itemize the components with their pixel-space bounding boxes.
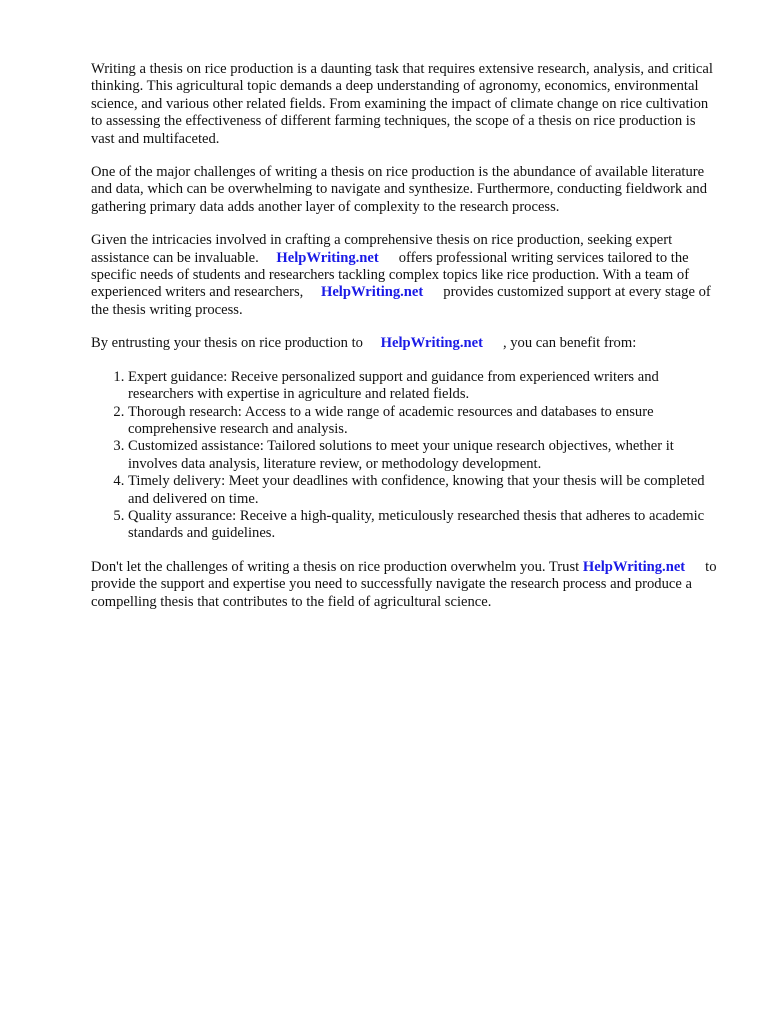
assistance-text-b: offers professional writing services tailored to the specific needs of students and researchers tackling complex topics like rice production. With a team of experienced writers and researchers,: [91, 249, 690, 301]
benefits-intro-text-b: , you can benefit from:: [502, 335, 637, 352]
challenges-paragraph: One of the major challenges of writing a thesis on rice production is the abundance of available literature and data, which can be overwhelming to navigate and synthesize. Furthermore, conducting fieldwork and gathering primary data adds another layer of complexity to the research process.: [91, 164, 707, 215]
assistance-paragraph: [91, 232, 721, 319]
benefit-item: 5. Quality assurance: Receive a high-quality, meticulously researched thesis that adheres to academic standards and guidelines.: [128, 508, 721, 543]
document-body: [91, 61, 721, 627]
benefit-item: 1. Expert guidance: Receive personalized support and guidance from experienced writers and researchers with expertise in agriculture and related fields.: [128, 369, 721, 404]
benefit-item: 3. Customized assistance: Tailored solutions to meet your unique research objectives, whether it involves data analysis, literature review, or methodology development.: [128, 438, 721, 473]
benefits-list: [91, 369, 721, 543]
assistance-text-a: Given the intricacies involved in crafting a comprehensive thesis on rice production, seeking expert assistance can be invaluable.: [91, 232, 673, 266]
assistance-text-c: provides customized support at every stage of the thesis writing process.: [91, 284, 711, 318]
helpwriting-link-4[interactable]: HelpWriting.net: [582, 558, 686, 575]
helpwriting-link-3[interactable]: HelpWriting.net: [380, 335, 483, 352]
helpwriting-link-1[interactable]: HelpWriting.net: [276, 249, 379, 266]
closing-paragraph: [91, 559, 721, 611]
benefits-intro-paragraph: [91, 335, 721, 352]
closing-text-b: to provide the support and expertise you need to successfully navigate the research process and produce a compelling thesis that contributes to the field of agricultural science.: [91, 558, 717, 610]
intro-paragraph: Writing a thesis on rice production is a daunting task that requires extensive research, analysis, and critical thinking. This agricultural topic demands a deep understanding of agronomy, economics, environmental science, and various other related fields. From examining the impact of climate change on rice cultivation to assessing the effectiveness of different farming techniques, the scope of a thesis on rice production is vast and multifaceted.: [91, 61, 713, 147]
benefit-item: 4. Timely delivery: Meet your deadlines with confidence, knowing that your thesis will be completed and delivered on time.: [128, 473, 721, 508]
closing-text-a: Don't let the challenges of writing a thesis on rice production overwhelm you. Trust: [91, 558, 580, 575]
benefits-intro-text-a: By entrusting your thesis on rice production to: [91, 335, 363, 352]
benefit-item: 2. Thorough research: Access to a wide range of academic resources and databases to ensure comprehensive research and analysis.: [128, 404, 721, 439]
helpwriting-link-2[interactable]: HelpWriting.net: [320, 284, 424, 301]
